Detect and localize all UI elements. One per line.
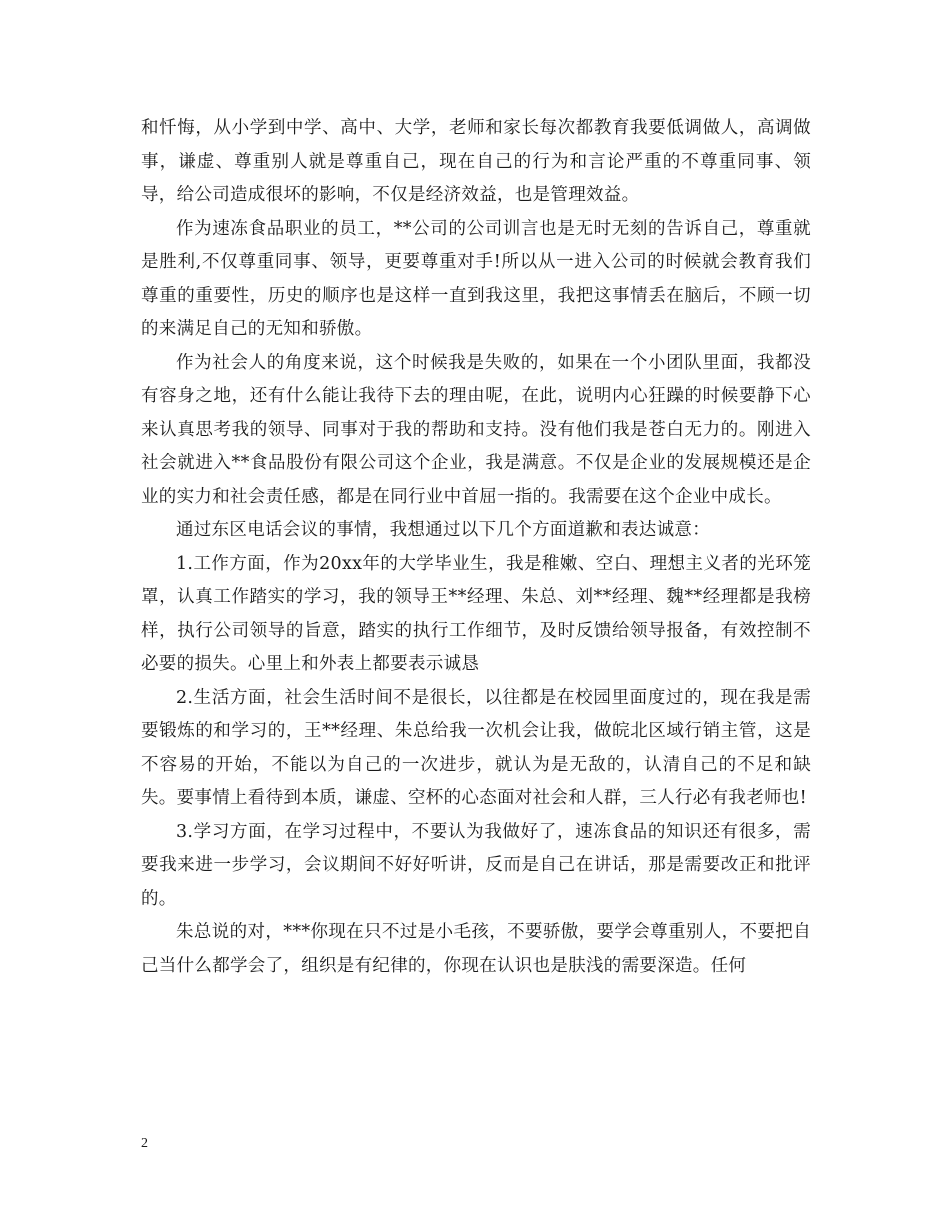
paragraph: 通过东区电话会议的事情，我想通过以下几个方面道歉和表达诚意： <box>176 520 710 540</box>
paragraph: 作为速冻食品职业的员工，**公司的公司训言也是无时无刻的告诉自己，尊重就是胜利,不仅尊重同事、领导，更要尊重对手!所以从一进入公司的时候就会教育我们尊重的重要性，历史的顺序也是这样一直到我这里，我把这事情丢在脑后，不顾一切的来满足自己的无知和骄傲。 <box>141 218 811 339</box>
paragraph-list-item: 2.生活方面，社会生活时间不是很长，以往都是在校园里面度过的，现在我是需要锻炼的和学习的，王**经理、朱总给我一次机会让我，做皖北区域行销主管，这是不容易的开始，不能以为自己的一次进步，就认为是无敌的，认清自己的不足和缺失。要事情上看待到本质，谦虚、空杯的心态面对社会和人群，三人行必有我老师也! <box>141 687 811 808</box>
paragraph-list-item: 1.工作方面，作为20xx年的大学毕业生，我是稚嫩、空白、理想主义者的光环笼罩，认真工作踏实的学习，我的领导王**经理、朱总、刘**经理、魏**经理都是我榜样，执行公司领导的旨意，踏实的执行工作细节，及时反馈给领导报备，有效控制不必要的损失。心里上和外表上都要表示诚恳 <box>141 553 811 674</box>
document-body <box>141 112 811 983</box>
paragraph: 和忏悔，从小学到中学、高中、大学，老师和家长每次都教育我要低调做人，高调做事，谦虚、尊重别人就是尊重自己，现在自己的行为和言论严重的不尊重同事、领导，给公司造成很坏的影响，不仅是经济效益，也是管理效益。 <box>141 118 811 205</box>
paragraph: 朱总说的对，***你现在只不过是小毛孩，不要骄傲，要学会尊重别人，不要把自己当什么都学会了，组织是有纪律的，你现在认识也是肤浅的需要深造。任何 <box>141 922 811 976</box>
page-number: 2 <box>141 1136 148 1151</box>
paragraph: 作为社会人的角度来说，这个时候我是失败的，如果在一个小团队里面，我都没有容身之地，还有什么能让我待下去的理由呢，在此，说明内心狂躁的时候要静下心来认真思考我的领导、同事对于我的帮助和支持。没有他们我是苍白无力的。刚进入社会就进入**食品股份有限公司这个企业，我是满意。不仅是企业的发展规模还是企业的实力和社会责任感，都是在同行业中首屈一指的。我需要在这个企业中成长。 <box>141 352 811 507</box>
paragraph-list-item: 3.学习方面，在学习过程中，不要认为我做好了，速冻食品的知识还有很多，需要我来进一步学习，会议期间不好好听讲，反而是自己在讲话，那是需要改正和批评的。 <box>141 821 811 909</box>
